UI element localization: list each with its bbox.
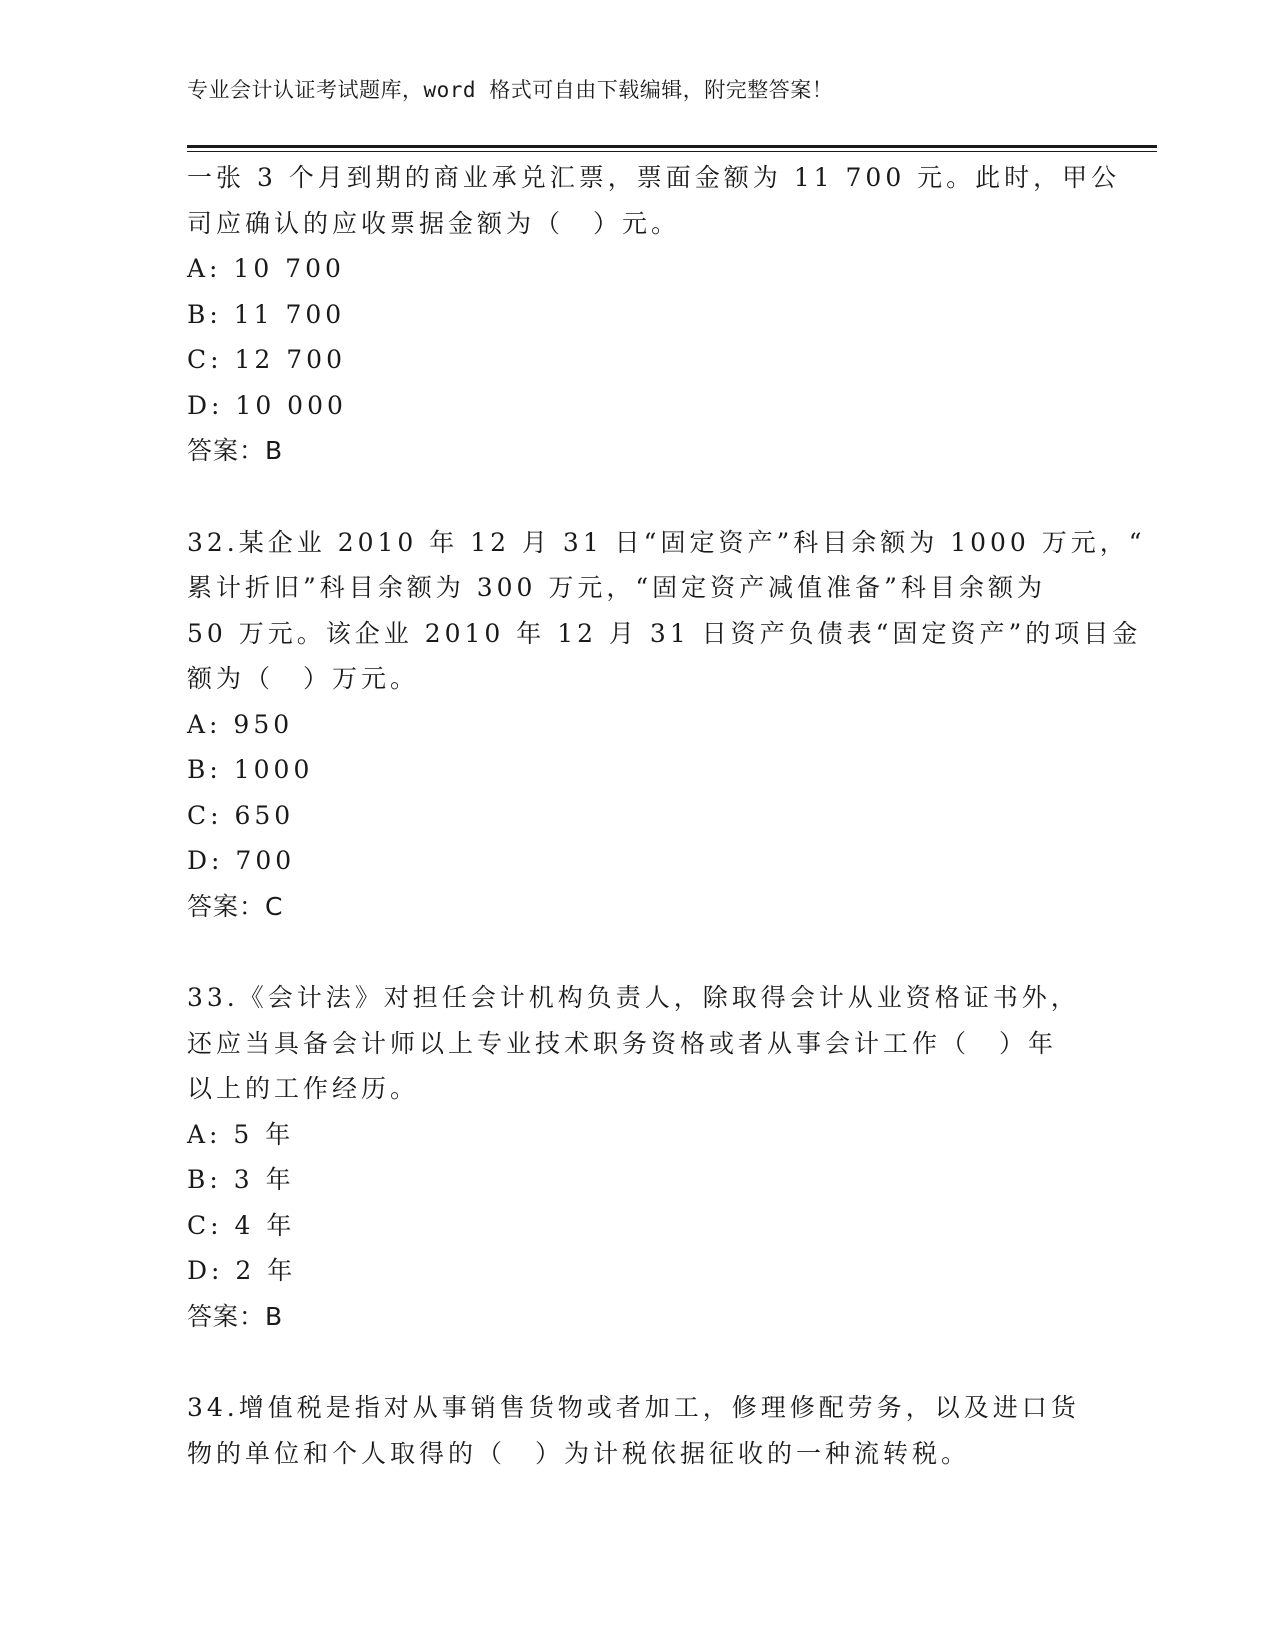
option-a: A: 5 年 (187, 1119, 295, 1149)
option-c: C: 12 700 (187, 345, 346, 374)
question-stem-line: 司应确认的应收票据金额为（ ）元。 (187, 208, 681, 238)
question-stem-line: 还应当具备会计师以上专业技术职务资格或者从事会计工作（ ）年 (187, 1028, 1058, 1058)
question-stem-line: 以上的工作经历。 (187, 1074, 420, 1103)
option-d: D: 700 (187, 846, 296, 875)
question-stem-line: 一张 3 个月到期的商业承兑汇票，票面金额为 11 700 元。此时，甲公 (187, 163, 1121, 192)
answer: 答案：B (187, 436, 284, 465)
option-b: B: 3 年 (187, 1165, 295, 1194)
option-a: A: 950 (187, 709, 294, 739)
header-rule-thin (187, 151, 1157, 152)
question-34 (187, 1385, 1087, 1476)
question-32 (187, 520, 1146, 930)
question-stem-line: 额为（ ）万元。 (187, 664, 420, 693)
option-a: A: 10 700 (187, 254, 345, 283)
header-rule-thick (187, 145, 1157, 148)
question-stem-line: 33.《会计法》对担任会计机构负责人，除取得会计从业资格证书外， (187, 983, 1080, 1012)
question-31 (187, 155, 1121, 474)
option-c: C: 4 年 (187, 1210, 296, 1240)
question-stem-line: 累计折旧”科目余额为 300 万元，“固定资产减值准备”科目余额为 (187, 573, 1046, 602)
option-b: B: 11 700 (187, 299, 346, 329)
question-stem-line: 物的单位和个人取得的（ ）为计税依据征收的一种流转税。 (187, 1438, 971, 1468)
spacer (187, 474, 1087, 520)
answer: 答案：C (187, 891, 284, 921)
spacer (187, 1339, 1087, 1385)
question-stem-line: 50 万元。该企业 2010 年 12 月 31 日资产负债表“固定资产”的项目金 (187, 618, 1142, 648)
question-33 (187, 975, 1087, 1339)
option-c: C: 650 (187, 800, 295, 830)
question-content (187, 155, 1146, 1476)
page-header: 专业会计认证考试题库，word 格式可自由下载编辑，附完整答案！ (187, 78, 834, 102)
question-stem-line: 34.增值税是指对从事销售货物或者加工，修理修配劳务，以及进口货 (187, 1393, 1080, 1422)
spacer (187, 929, 1087, 975)
option-b: B: 1000 (187, 755, 314, 784)
option-d: D: 2 年 (187, 1256, 297, 1285)
answer: 答案：B (187, 1301, 284, 1331)
question-stem-line: 32.某企业 2010 年 12 月 31 日“固定资产”科目余额为 1000 万元，“ (187, 527, 1146, 557)
option-d: D: 10 000 (187, 390, 347, 420)
